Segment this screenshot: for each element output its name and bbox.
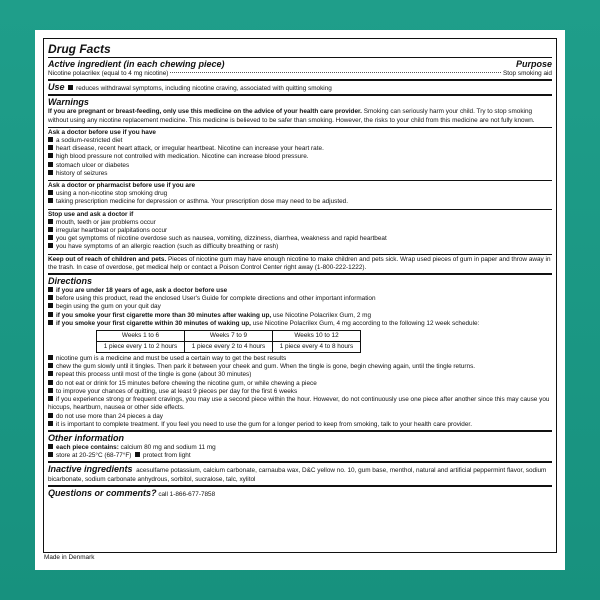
list-item: [48, 413, 552, 421]
table-cell: Weeks 7 to 9: [185, 331, 273, 342]
other-information-heading: Other information: [48, 432, 124, 443]
bullet-icon: [48, 235, 53, 240]
bullet-icon: [48, 198, 53, 203]
list-item-text: you have symptoms of an allergic reaction (such as difficulty breathing or rash): [56, 243, 279, 251]
bullet-icon: [68, 85, 73, 90]
list-item-text: use Nicotine Polacrilex Gum, 4 mg according to the following 12 week schedule:: [250, 319, 480, 327]
list-item: [48, 243, 552, 251]
purpose-heading: Purpose: [515, 59, 552, 69]
list-item: [48, 137, 552, 145]
inactive-ingredients-text: acesulfame potassium, calcium carbonate, carnauba wax, D&C yellow no. 10, gum base, menthol, natural and artificial peppermint flavor, sodium bicarbonate, sodium carbonate anhydrous, sorbitol, sucralose, talc, xylitol: [48, 467, 547, 483]
bullet-icon: [48, 162, 53, 167]
use-text: reduces withdrawal symptoms, including nicotine craving, associated with quitting smoking: [76, 85, 332, 93]
bullet-icon: [48, 413, 53, 418]
list-item-bold: if you smoke your first cigarette more than 30 minutes after waking up,: [56, 311, 272, 319]
keep-out-bold: Keep out of reach of children and pets.: [48, 255, 167, 263]
list-item-text: nicotine gum is a medicine and must be used a certain way to get the best results: [56, 355, 287, 363]
ask-doctor-heading: Ask a doctor before use if you have: [48, 128, 156, 136]
list-item-text: history of seizures: [56, 169, 108, 177]
table-row: [97, 331, 361, 342]
list-item: [48, 153, 552, 161]
bullet-icon: [48, 303, 53, 308]
list-item-text: a sodium-restricted diet: [56, 137, 123, 145]
list-item-bold: each piece contains:: [56, 443, 119, 451]
bullet-icon: [48, 421, 53, 426]
list-item: [48, 227, 552, 235]
bullet-icon: [48, 243, 53, 248]
list-item-text: use Nicotine Polacrilex Gum, 2 mg: [271, 311, 372, 319]
bullet-icon: [48, 153, 53, 158]
table-cell: Weeks 10 to 12: [273, 331, 361, 342]
list-item-text: calcium 80 mg and sodium 11 mg: [118, 443, 216, 451]
list-item-text: if you experience strong or frequent cravings, you may use a second piece within the hour. However, do not continuously use one piece after another since this may cause you hiccups, heartburn, nausea or other side effects.: [48, 396, 550, 412]
list-item: [48, 396, 552, 412]
list-item: [48, 371, 552, 379]
questions-section: [48, 488, 552, 499]
list-item: [48, 198, 552, 206]
list-item-text: heart disease, recent heart attack, or irregular heartbeat. Nicotine can increase your heart rate.: [56, 145, 324, 153]
made-in-text: Made in Denmark: [44, 554, 95, 561]
list-item-text: repeat this process until most of the tingle is gone (about 30 minutes): [56, 371, 252, 379]
directions-heading: Directions: [48, 276, 93, 287]
bullet-icon: [48, 190, 53, 195]
pregnancy-warning: [48, 108, 552, 124]
bullet-icon: [48, 380, 53, 385]
warnings-heading: Warnings: [48, 97, 89, 108]
table-cell: 1 piece every 4 to 8 hours: [273, 342, 361, 353]
list-item-text: if you are under 18 years of age, ask a doctor before use: [56, 287, 228, 295]
list-item-text: do not use more than 24 pieces a day: [56, 412, 163, 420]
list-item-text: you get symptoms of nicotine overdose such as nausea, vomiting, dizziness, diarrhea, weakness and rapid heartbeat: [56, 235, 387, 243]
bullet-icon: [48, 312, 53, 317]
list-item: [48, 287, 552, 295]
list-item-bold: if you smoke your first cigarette within 30 minutes of waking up,: [56, 319, 251, 327]
pregnancy-warning-text: Smoking can seriously harm your child. Try to stop smoking without using any nicotine replacement medicine. This medicine is believed to be safer than smoking. However, the risks to your child from this medicine are not fully known.: [48, 108, 535, 124]
directions-section: [48, 276, 552, 429]
drug-facts-panel: [43, 38, 557, 553]
list-item-text: chew the gum slowly until it tingles. Then park it between your cheek and gum. When the tingle is gone, begin chewing again, until the tingle returns.: [56, 363, 476, 371]
bullet-icon: [48, 145, 53, 150]
active-ingredient-header: [48, 59, 552, 70]
list-item-text: begin using the gum on your quit day: [56, 303, 161, 311]
list-item: [48, 235, 552, 243]
list-item-text: protect from light: [143, 452, 191, 460]
inactive-ingredients-section: [48, 464, 552, 483]
table-row: [97, 342, 361, 353]
bullet-icon: [48, 295, 53, 300]
list-item-text: taking prescription medicine for depression or asthma. Your prescription dose may need to be adjusted.: [56, 198, 349, 206]
list-item: [48, 162, 552, 170]
list-item-text: stomach ulcer or diabetes: [56, 161, 130, 169]
stop-use-heading: Stop use and ask a doctor if: [48, 210, 134, 218]
list-item-text: it is important to complete treatment. If you feel you need to use the gum for a longer period to keep from smoking, talk to your health care provider.: [56, 420, 472, 428]
active-ingredient-heading: Active ingredient (in each chewing piece): [48, 59, 225, 69]
bullet-icon: [48, 227, 53, 232]
inactive-ingredients-heading: Inactive ingredients: [48, 464, 133, 475]
list-item: [48, 421, 552, 429]
table-cell: 1 piece every 1 to 2 hours: [97, 342, 185, 353]
list-item: [48, 219, 552, 227]
list-item-text: irregular heartbeat or palpitations occur: [56, 227, 168, 235]
list-item: [48, 312, 552, 320]
table-cell: Weeks 1 to 6: [97, 331, 185, 342]
list-item: [48, 452, 552, 460]
bullet-icon: [48, 170, 53, 175]
list-item: [48, 444, 552, 452]
dosing-schedule-table: [96, 330, 361, 353]
bullet-icon: [48, 363, 53, 368]
list-item: [48, 320, 552, 328]
bullet-icon: [48, 452, 53, 457]
label-card: [35, 30, 565, 570]
questions-heading: Questions or comments?: [48, 487, 157, 498]
bullet-icon: [48, 444, 53, 449]
bullet-icon: [48, 320, 53, 325]
list-item: [48, 295, 552, 303]
keep-out-text: Pieces of nicotine gum may have enough nicotine to make children and pets sick. Wrap used pieces of gum in paper and throw away in the trash. In case of overdose, get medical help or contact a Poison Control Center right away (1-800-222-1222).: [48, 255, 551, 271]
bullet-icon: [48, 287, 53, 292]
use-heading: Use: [48, 82, 65, 93]
list-item: [48, 363, 552, 371]
bullet-icon: [48, 355, 53, 360]
table-cell: 1 piece every 2 to 4 hours: [185, 342, 273, 353]
other-information-section: [48, 433, 552, 460]
active-ingredient-text: Nicotine polacrilex (equal to 4 mg nicotine): [48, 70, 169, 77]
bullet-icon: [135, 452, 140, 457]
list-item: [48, 190, 552, 198]
list-item-text: high blood pressure not controlled with medication. Nicotine can increase blood pressure.: [56, 153, 309, 161]
pregnancy-warning-bold: If you are pregnant or breast-feeding, only use this medicine on the advice of your health care provider.: [48, 108, 362, 116]
purpose-text: Stop smoking aid: [502, 70, 552, 77]
ask-pharmacist-heading: Ask a doctor or pharmacist before use if you are: [48, 182, 196, 190]
list-item-text: do not eat or drink for 15 minutes before chewing the nicotine gum, or while chewing a piece: [56, 379, 317, 387]
list-item: [48, 303, 552, 311]
list-item-text: before using this product, read the enclosed User's Guide for complete directions and other important information: [56, 295, 376, 303]
list-item-text: mouth, teeth or jaw problems occur: [56, 218, 156, 226]
questions-phone: call 1-866-677-7858: [158, 490, 216, 498]
warnings-section: [48, 97, 552, 272]
bullet-icon: [48, 137, 53, 142]
bullet-icon: [48, 396, 53, 401]
bullet-icon: [48, 371, 53, 376]
drug-facts-title: Drug Facts: [48, 42, 111, 56]
list-item: [48, 388, 552, 396]
use-section: [48, 82, 552, 93]
list-item: [48, 145, 552, 153]
list-item-text: to improve your chances of quitting, use at least 9 pieces per day for the first 6 weeks: [56, 387, 298, 395]
bullet-icon: [48, 388, 53, 393]
list-item: [48, 380, 552, 388]
list-item-text: store at 20-25°C (68-77°F): [56, 452, 132, 460]
bullet-icon: [48, 219, 53, 224]
list-item-text: using a non-nicotine stop smoking drug: [56, 190, 168, 198]
list-item: [48, 170, 552, 178]
active-ingredient-row: [48, 70, 552, 78]
keep-out-of-reach: [48, 256, 552, 272]
list-item: [48, 355, 552, 363]
